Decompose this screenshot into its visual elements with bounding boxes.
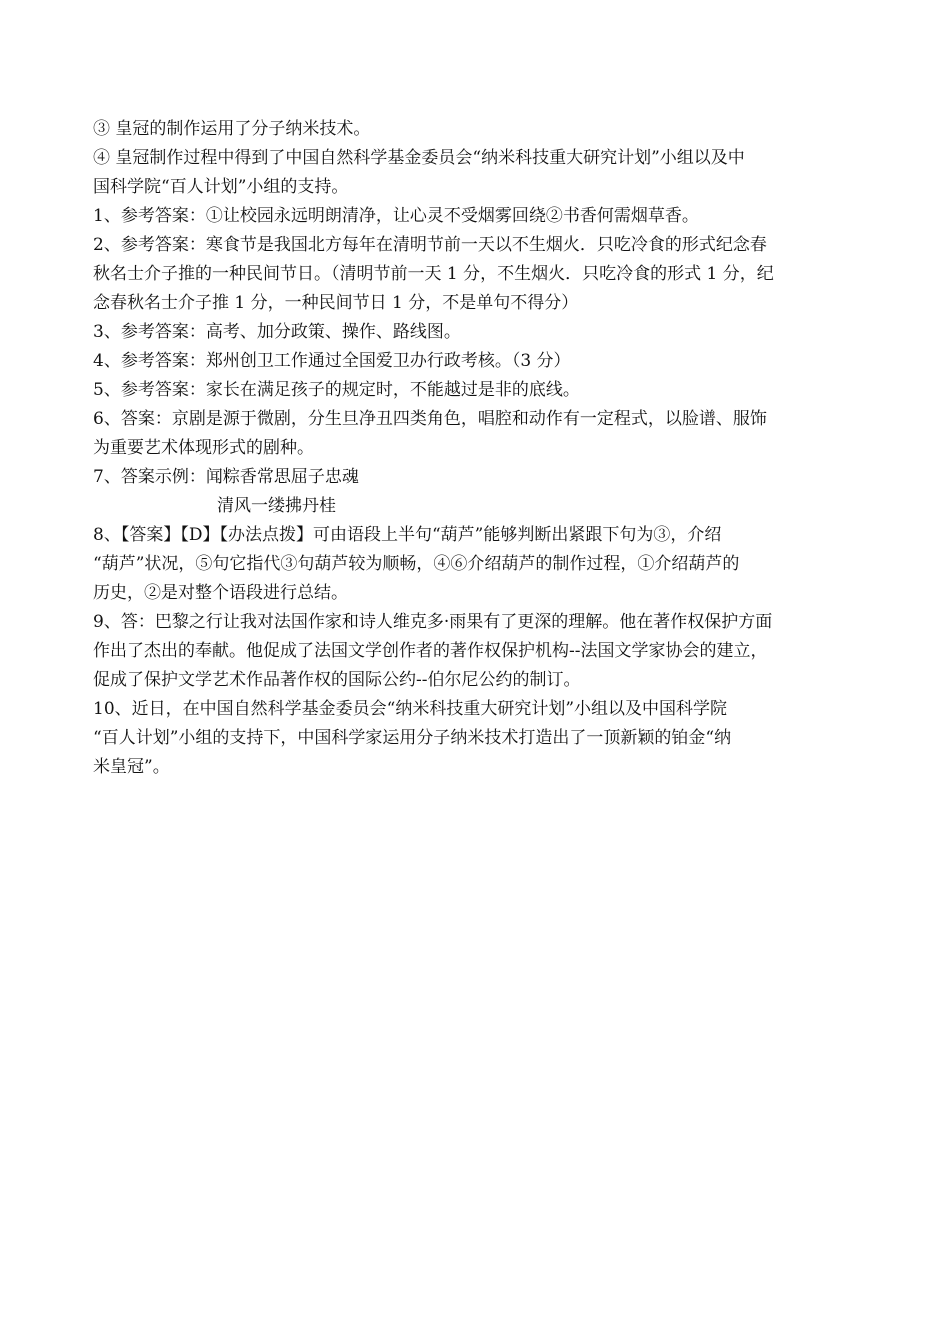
answer-1 bbox=[93, 202, 863, 231]
text-line: 4、参考答案：郑州创卫工作通过全国爱卫办行政考核。（3 分） bbox=[93, 351, 571, 371]
text-line: 2、参考答案：寒食节是我国北方每年在清明节前一天以不生烟火．只吃冷食的形式纪念春 bbox=[93, 235, 767, 255]
answer-7-second-line bbox=[93, 492, 863, 521]
answer-8 bbox=[93, 521, 863, 608]
text-line: 5、参考答案：家长在满足孩子的规定时，不能越过是非的底线。 bbox=[93, 380, 580, 400]
answer-7 bbox=[93, 463, 863, 492]
text-line: 促成了保护文学艺术作品著作权的国际公约--伯尔尼公约的制订。 bbox=[93, 670, 581, 690]
text-line: ④ 皇冠制作过程中得到了中国自然科学基金委员会“纳米科技重大研究计划”小组以及中 bbox=[93, 148, 745, 168]
text-line: ③ 皇冠的制作运用了分子纳米技术。 bbox=[93, 119, 371, 139]
paragraph-item-3 bbox=[93, 115, 863, 144]
text-line: 历史，②是对整个语段进行总结。 bbox=[93, 583, 348, 603]
text-line: 9、答：巴黎之行让我对法国作家和诗人维克多·雨果有了更深的理解。他在著作权保护方面 bbox=[93, 612, 773, 632]
paragraph-item-4 bbox=[93, 144, 863, 202]
answer-5 bbox=[93, 376, 863, 405]
answer-10 bbox=[93, 695, 863, 782]
text-line: 3、参考答案：高考、加分政策、操作、路线图。 bbox=[93, 322, 461, 342]
text-line: 1、参考答案：①让校园永远明朗清净，让心灵不受烟雾回绕②书香何需烟草香。 bbox=[93, 206, 699, 226]
text-line: 国科学院“百人计划”小组的支持。 bbox=[93, 177, 349, 197]
answer-4 bbox=[93, 347, 863, 376]
text-line: 米皇冠”。 bbox=[93, 757, 170, 777]
text-line: 6、答案：京剧是源于微剧，分生旦净丑四类角色，唱腔和动作有一定程式，以脸谱、服饰 bbox=[93, 409, 767, 429]
text-line: 秋名士介子推的一种民间节日。（清明节前一天 1 分，不生烟火．只吃冷食的形式 1 分，纪 bbox=[93, 264, 774, 284]
text-line: 10、近日，在中国自然科学基金委员会“纳米科技重大研究计划”小组以及中国科学院 bbox=[93, 699, 728, 719]
text-line: 作出了杰出的奉献。他促成了法国文学创作者的著作权保护机构--法国文学家协会的建立， bbox=[93, 641, 768, 661]
text-line: 7、答案示例：闻粽香常思屈子忠魂 bbox=[93, 467, 359, 487]
answer-6 bbox=[93, 405, 863, 463]
document-body bbox=[93, 115, 863, 782]
text-line: 为重要艺术体现形式的剧种。 bbox=[93, 438, 314, 458]
text-line: 8、【答案】【D】【办法点拨】可由语段上半句“葫芦”能够判断出紧跟下句为③，介绍 bbox=[93, 525, 722, 545]
answer-9 bbox=[93, 608, 863, 695]
answer-3 bbox=[93, 318, 863, 347]
text-line: 清风一缕拂丹桂 bbox=[217, 496, 336, 516]
text-line: “百人计划”小组的支持下，中国科学家运用分子纳米技术打造出了一顶新颖的铂金“纳 bbox=[93, 728, 732, 748]
text-line: 念春秋名士介子推 1 分，一种民间节日 1 分，不是单句不得分） bbox=[93, 293, 579, 313]
text-line: “葫芦”状况，⑤句它指代③句葫芦较为顺畅，④⑥介绍葫芦的制作过程，①介绍葫芦的 bbox=[93, 554, 740, 574]
answer-2 bbox=[93, 231, 863, 318]
